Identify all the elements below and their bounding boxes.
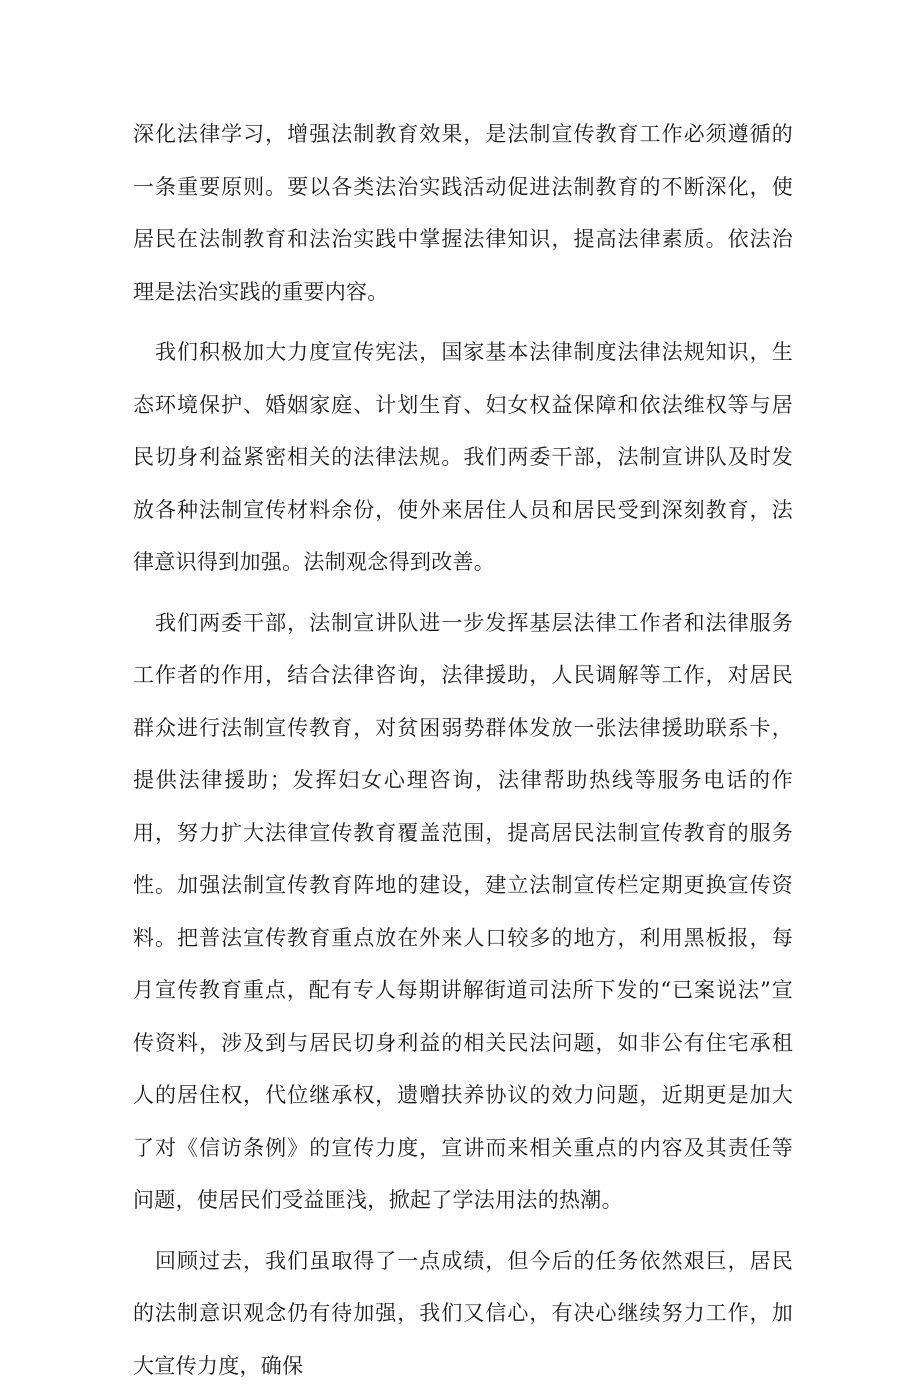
- paragraph-2: 我们积极加大力度宣传宪法，国家基本法律制度法律法规知识，生态环境保护、婚姻家庭、计划生育、妇女权益保障和依法维权等与居民切身利益紧密相关的法律法规。我们两委干部，法制宣讲队及时发放各种法制宣传材料余份，使外来居住人员和居民受到深刻教育，法律意识得到加强。法制观念得到改善。: [133, 340, 793, 574]
- paragraph-1: 深化法律学习，增强法制教育效果，是法制宣传教育工作必须遵循的一条重要原则。要以各类法治实践活动促进法制教育的不断深化，使居民在法制教育和法治实践中掌握法律知识，提高法律素质。依法治理是法治实践的重要内容。: [133, 122, 793, 304]
- paragraph-3: 我们两委干部，法制宣讲队进一步发挥基层法律工作者和法律服务工作者的作用，结合法律咨询，法律援助，人民调解等工作，对居民群众进行法制宣传教育，对贫困弱势群体发放一张法律援助联系卡，提供法律援助；发挥妇女心理咨询，法律帮助热线等服务电话的作用，努力扩大法律宣传教育覆盖范围，提高居民法制宣传教育的服务性。加强法制宣传教育阵地的建设，建立法制宣传栏定期更换宣传资料。把普法宣传教育重点放在外来人口较多的地方，利用黑板报，每月宣传教育重点，配有专人每期讲解街道司法所下发的“已案说法”宣传资料，涉及到与居民切身利益的相关民法问题，如非公有住宅承租人的居住权，代位继承权，遗赠扶养协议的效力问题，近期更是加大了对《信访条例》的宣传力度，宣讲而来相关重点的内容及其责任等问题，使居民们受益匪浅，掀起了学法用法的热潮。: [133, 610, 793, 1212]
- document-body: [133, 108, 793, 1400]
- paragraph-4: 回顾过去，我们虽取得了一点成绩，但今后的任务依然艰巨，居民的法制意识观念仍有待加强，我们又信心，有决心继续努力工作，加大宣传力度，确保: [133, 1248, 793, 1378]
